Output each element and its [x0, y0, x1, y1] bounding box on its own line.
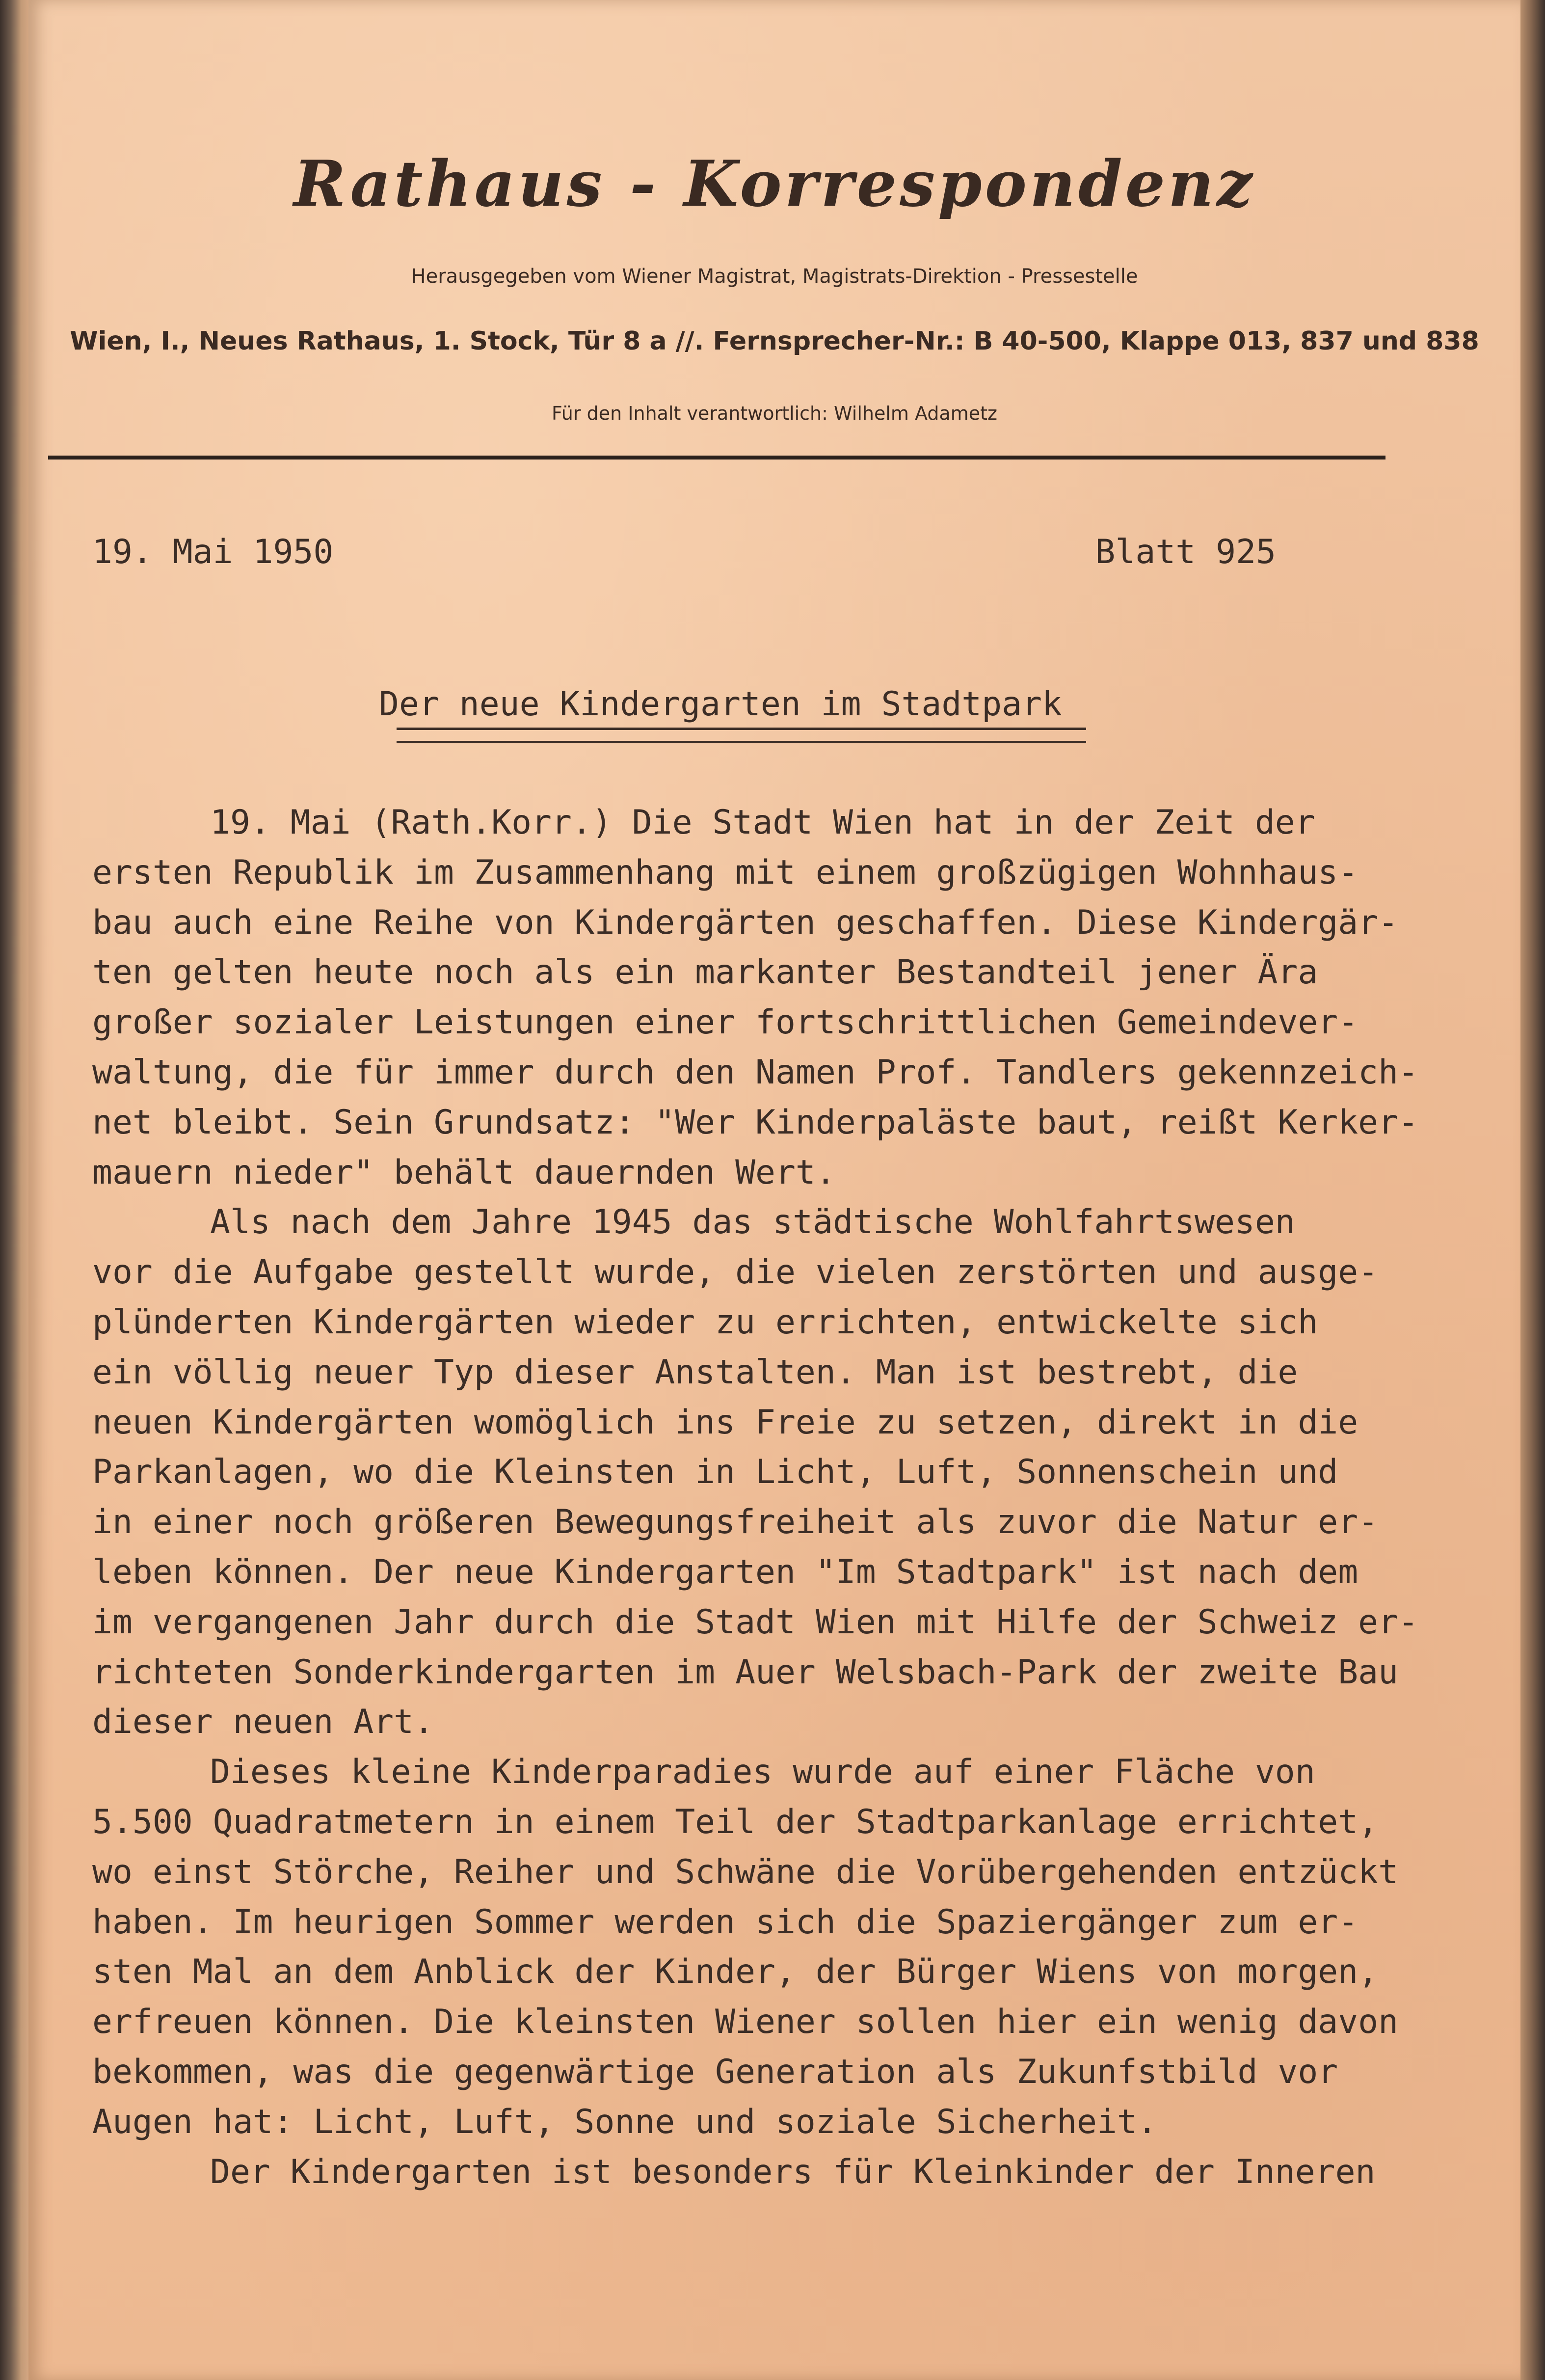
article-headline: Der neue Kindergarten im Stadtpark [379, 685, 1062, 724]
headline-double-underline [397, 728, 1086, 743]
article-line: sten Mal an dem Anblick der Kinder, der Bürger Wiens von morgen, [92, 1952, 1379, 1992]
article-line: plünderten Kindergärten wieder zu errichten, entwickelte sich [92, 1302, 1318, 1342]
article-line: vor die Aufgabe gestellt wurde, die vielen zerstörten und ausge- [92, 1253, 1379, 1292]
article-line: Augen hat: Licht, Luft, Sonne und soziale Sicherheit. [92, 2102, 1157, 2141]
masthead-title: Rathaus - Korrespondenz [293, 147, 1255, 221]
binding-edge-right [1520, 0, 1545, 2380]
masthead-publisher: Herausgegeben vom Wiener Magistrat, Magistrats-Direktion - Pressestelle [411, 265, 1138, 288]
masthead-divider [48, 456, 1385, 460]
article-line: haben. Im heurigen Sommer werden sich die Spaziergänger zum er- [92, 1902, 1359, 1942]
article-line: 19. Mai (Rath.Korr.) Die Stadt Wien hat in der Zeit der [210, 803, 1315, 842]
article-line: bau auch eine Reihe von Kindergärten geschaffen. Diese Kindergär- [92, 903, 1399, 942]
article-line: erfreuen können. Die kleinsten Wiener sollen hier ein wenig davon [92, 2002, 1399, 2042]
article-line: ersten Republik im Zusammenhang mit einem großzügigen Wohnhaus- [92, 853, 1359, 892]
article-line: ten gelten heute noch als ein markanter Bestandteil jener Ära [92, 953, 1318, 992]
article-line: dieser neuen Art. [92, 1703, 434, 1742]
article-line: ein völlig neuer Typ dieser Anstalten. Man ist bestrebt, die [92, 1352, 1298, 1392]
masthead-responsible: Für den Inhalt verantwortlich: Wilhelm Adametz [552, 403, 997, 424]
article-line: net bleibt. Sein Grundsatz: "Wer Kinderpaläste baut, reißt Kerker- [92, 1103, 1419, 1142]
article-line: leben können. Der neue Kindergarten "Im Stadtpark" ist nach dem [92, 1552, 1359, 1592]
article-body [92, 798, 1452, 2197]
article-line: 5.500 Quadratmetern in einem Teil der Stadtparkanlage errichtet, [92, 1802, 1379, 1841]
article-line: wo einst Störche, Reiher und Schwäne die Vorübergehenden entzückt [92, 1852, 1399, 1892]
article-line: Der Kindergarten ist besonders für Kleinkinder der Inneren [210, 2152, 1376, 2191]
binding-edge-left [0, 0, 30, 2380]
sheet-number: Blatt 925 [1095, 533, 1276, 571]
article-line: waltung, die für immer durch den Namen Prof. Tandlers gekennzeich- [92, 1053, 1419, 1092]
article-line: in einer noch größeren Bewegungsfreiheit als zuvor die Natur er- [92, 1503, 1379, 1542]
article-line: richteten Sonderkindergarten im Auer Welsbach-Park der zweite Bau [92, 1652, 1399, 1692]
article-line: bekommen, was die gegenwärtige Generation als Zukunfstbild vor [92, 2052, 1338, 2091]
masthead-address: Wien, I., Neues Rathaus, 1. Stock, Tür 8 a //. Fernsprecher-Nr.: B 40-500, Klappe 013, 837 und 838 [70, 326, 1479, 356]
article-line: im vergangenen Jahr durch die Stadt Wien mit Hilfe der Schweiz er- [92, 1602, 1419, 1642]
article-line: mauern nieder" behält dauernden Wert. [92, 1153, 836, 1192]
article-line: neuen Kindergärten womöglich ins Freie zu setzen, direkt in die [92, 1403, 1359, 1442]
article-line: Parkanlagen, wo die Kleinsten in Licht, Luft, Sonnenschein und [92, 1453, 1338, 1492]
article-line: großer sozialer Leistungen einer fortschrittlichen Gemeindever- [92, 1003, 1359, 1042]
document-page [28, 0, 1520, 2380]
article-line: Als nach dem Jahre 1945 das städtische Wohlfahrtswesen [210, 1203, 1295, 1242]
article-line: Dieses kleine Kinderparadies wurde auf einer Fläche von [210, 1753, 1315, 1792]
document-date: 19. Mai 1950 [92, 533, 334, 571]
